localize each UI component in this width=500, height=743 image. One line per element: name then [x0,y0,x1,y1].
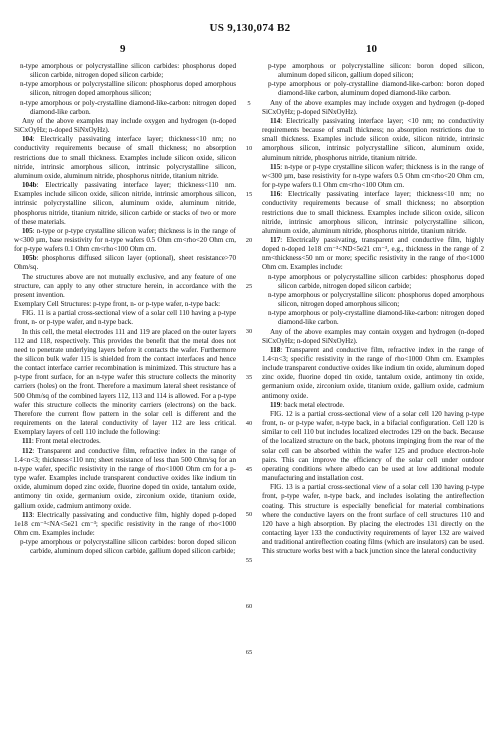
paragraph [262,401,484,410]
reference-number: 105 [22,226,33,235]
reference-number: 118 [270,345,281,354]
line-number: 15 [245,191,253,199]
paragraph-text: Any of the above examples may include oxygen and hydrogen (n-doped SiCxOyHz; n-doped SiNxOyHz). [14,116,236,135]
paragraph [262,328,484,346]
paragraph-text: n-type amorphous or polycrystalline silicon: phosphorus doped amorphous silicon, nitrogen doped amorphous silicon; [268,290,484,309]
paragraph-text: : Front metal electrodes. [31,437,101,446]
reference-number: 117 [270,235,281,244]
paragraph [262,117,484,163]
list-item [262,273,484,291]
paragraph-text: n-type amorphous or poly-crystalline diamond-like-carbon: nitrogen doped diamond-like carbon. [20,98,236,116]
right-column [262,62,484,556]
paragraph [14,117,236,135]
line-number: 35 [245,374,253,382]
list-item [262,80,484,98]
list-item [14,538,236,556]
paragraph-text: : Electrically passivating, transparent and conductive film, highly doped n-doped 1e18 cm⁻³<ND<5e21 cm⁻³, e.g., thickness in the range of 2 nm<thickness<50 nm or more; specific resistivity in the range of rho<1000 Ohm cm. Examples include: [262,235,484,272]
paragraph-text: : Electrically passivating interface layer; thickness<110 nm. Examples include silicon oxide, silicon nitride, intrinsic amorphous silicon, intrinsic polycrystalline silicon, aluminum oxide, aluminum nitride, phosphorus nitride, titanium nitride, silicon carbide or stacks of two or more of these materials. [14,181,236,226]
paragraph [14,309,236,327]
paragraph-text: : Electrically passivating and conductive film, highly doped p-doped 1e18 cm⁻³<NA<5e21 cm⁻³; specific resistivity in the range of rho<1000 Ohm cm. Examples include: [14,510,236,537]
paragraph-text: : back metal electrode. [280,400,345,409]
paragraph-text: FIG. 13 is a partial cross-sectional view of a solar cell 130 having p-type front, p-type wafer, n-type back, and includes isolating the antireflection coating. This structure is especially beneficial for material combinations where the conductive layers on the front surface of cell structures 110 and 120 have a high absorption. By placing the electrodes 131 directly on the contacting layer 133 the conductivity requirements of layer 132 are waived and traditional antireflection coating films (which are insulators) can be used. This structure works best with a back junction since the lateral conductivity [262,483,484,556]
left-column [14,62,236,556]
paragraph [14,437,236,446]
paragraph [14,135,236,181]
line-number: 40 [245,419,253,427]
paragraph-text: Any of the above examples may include oxygen and hydrogen (p-doped SiCxOyHz; p-doped SiNxOyHz). [262,98,484,116]
paragraph [262,190,484,236]
list-item [262,62,484,80]
reference-number: 104b [22,181,37,190]
reference-number: 113 [22,510,33,519]
line-number: 45 [245,465,253,473]
paragraph-text: p-type amorphous or polycrystalline silicon: boron doped silicon, aluminum doped silicon, gallium doped silicon; [268,62,484,80]
line-number: 25 [245,282,253,290]
line-number: 20 [245,236,253,244]
reference-number: 114 [270,116,281,125]
paragraph-text: : phosphorus diffused silicon layer (optional), sheet resistance>70 Ohm/sq. [14,254,236,272]
paragraph-text: n-type amorphous or polycrystalline silicon carbides: phosphorus doped silicon carbide, nitrogen doped silicon carbide; [20,62,236,80]
paragraph-text: : Electrically passivating interface layer; thickness<10 nm; no conductivity requirements because of small thickness; no absorption restrictions due to small thickness. Examples include silicon oxide, silicon nitride, intrinsic amorphous silicon, intrinsic polycrystalline silicon, aluminum oxide, aluminum nitride, phosphorus nitride, titanium nitride. [14,135,236,180]
paragraph-text: n-type amorphous or polycrystalline silicon carbides: phosphorus doped silicon carbide, nitrogen doped silicon carbide; [268,272,484,290]
reference-number: 116 [270,190,281,199]
line-number: 10 [245,145,253,153]
paragraph [14,447,236,511]
paragraph-text: The structures above are not mutually exclusive, and any feature of one structure, can apply to any other structure herein, in accordance with the present invention. [14,272,236,299]
paragraph [262,236,484,273]
paragraph-text: n-type amorphous or polycrystalline silicon: phosphorus doped amorphous silicon, nitrogen doped amorphous silicon; [20,80,236,98]
line-number: 65 [245,648,253,656]
paragraph [14,273,236,300]
paragraph-text: Exemplary Cell Structures: p-type front, n- or p-type wafer, n-type back: [14,300,221,309]
paragraph-text: Any of the above examples may contain oxygen and hydrogen (n-doped SiCxOyHz; n-doped SiNxOyHz). [262,327,484,345]
reference-number: 112 [22,446,33,455]
paragraph-text: p-type amorphous or polycrystalline silicon carbides: boron doped silicon carbide, aluminum doped silicon carbide, gallium doped silicon carbide; [20,538,236,556]
list-item [14,80,236,98]
patent-number: US 9,130,074 B2 [209,22,291,34]
column-number-right: 10 [366,43,377,55]
reference-number: 111 [22,437,32,446]
reference-number: 105b [22,254,37,263]
paragraph [262,410,484,483]
reference-number: 115 [270,162,281,171]
paragraph [262,99,484,117]
list-item [262,309,484,327]
list-item [262,291,484,309]
column-number-left: 9 [120,43,126,55]
paragraph-text: n-type amorphous or poly-crystalline diamond-like-carbon: nitrogen doped diamond-like carbon. [268,309,484,327]
paragraph-text: : Electrically passivating interface layer; <10 nm; no conductivity requirements because of small thickness; no absorption restrictions due to small thickness. Examples include silicon oxide, silicon nitride, intrinsic amorphous silicon, intrinsic polycrystalline silicon, aluminum oxide, aluminum nitride, phosphorus nitride, titanium nitride. [262,116,484,162]
line-number: 60 [245,602,253,610]
paragraph [262,346,484,401]
paragraph [14,181,236,227]
paragraph-text: FIG. 12 is a partial cross-sectional view of a solar cell 120 having p-type front, n- or p-type wafer, n-type back, in a bifacial configuration. Cell 120 is similar to cell 110 but includes localized electrodes 129 on the back. Because of the localized structure on the back, photons impinging from the rear of the solar cell can be absorbed within the wafer 125 and produce electron-hole pairs. This can improve the efficiency of the solar cell under outdoor operating conditions where albedo can be used at low additional module manufacturing and installation cost. [262,409,484,483]
paragraph-text: : n-type or p-type crystalline silicon wafer; thickness is in the range of w<300 µm, base resistivity for n-type wafers 0.5 Ohm cm<rho<20 Ohm cm, for p-type wafers 0.1 Ohm cm<rho<100 Ohm cm. [262,162,484,190]
paragraph [14,328,236,438]
list-item [14,99,236,117]
paragraph-text: FIG. 11 is a partial cross-sectional view of a solar cell 110 having a p-type front, n- or p-type wafer, and n-type back. [14,309,236,327]
paragraph [14,300,236,309]
line-number: 30 [245,328,253,336]
paragraph-text: : Electrically passivating interface layer; thickness<10 nm; no conductivity requirements because of small thickness; no absorption restrictions due to small thickness. Examples include silicon oxide, silicon nitride, intrinsic amorphous silicon, intrinsic polycrystalline silicon, aluminum oxide, aluminum nitride, phosphorus nitride, titanium nitride. [262,190,484,235]
paragraph-text: : Transparent and conductive film, refractive index in the range of 1.4<n<3; thickness<110 nm; sheet resistance of less than 500 Ohm/sq for an n-type wafer, specific resistivity in the range of rho<1000 Ohm cm for a p-type wafer. Examples include transparent conductive oxides like indium tin oxide, aluminum doped zinc oxide, fluorine doped tin oxide, tantalum oxide, antimony tin oxide, germanium oxide, zirconium oxide, titanium oxide, gallium oxide, cadmium antimony oxide. [14,446,236,510]
paragraph-text: In this cell, the metal electrodes 111 and 119 are placed on the outer layers 112 and 118, respectively. This provides the benefit that the metal does not need to penetrate underlying layers before it contacts the wafer. Furthermore the silicon bulk wafer 115 is shielded from the contact interfaces and hence the contact interface carrier recombination is minimized. This structure has a p-type front surface, for an n-type wafer this structure collects the minority carriers (holes) on the front. Therefore a maximum lateral sheet resistance of 500 Ohm/sq of the combined layers 112, 113 and 114 is allowed. For a p-type wafer this structure collects the minority carriers (electrons) on the back. Therefore the current flow pattern in the solar cell is different and the requirements on the lateral conductivity of layer 112 are less critical. Exemplary layers of cell 110 include the following: [14,327,236,437]
reference-number: 119 [270,400,281,409]
paragraph-text: : Transparent and conductive film, refractive index in the range of 1.4<n<3; specific resistivity in the range of rho<1000 Ohm cm. Examples include transparent conductive oxides like indium tin oxide, aluminum doped zinc oxide, fluorine doped tin oxide, tantalum oxide, antimony tin oxide, germanium oxide, zirconium oxide, titanium oxide, gallium oxide, cadmium antimony oxide. [262,345,484,400]
line-number: 50 [245,511,253,519]
paragraph [14,511,236,538]
paragraph [262,163,484,190]
paragraph [14,254,236,272]
reference-number: 104 [22,135,33,144]
page-header [0,22,500,36]
line-number: 55 [245,557,253,565]
paragraph [14,227,236,254]
line-number: 5 [247,99,251,107]
paragraph-text: p-type amorphous or poly-crystalline diamond-like-carbon: boron doped diamond-like carbon, aluminum doped diamond-like carbon. [268,80,484,98]
paragraph [262,483,484,556]
paragraph-text: : n-type or p-type crystalline silicon wafer; thickness is in the range of w<300 µm, base resistivity for n-type wafers 0.5 Ohm cm<rho<20 Ohm cm, for p-type wafers 0.1 Ohm cm<rho<100 Ohm cm. [14,226,236,254]
list-item [14,62,236,80]
